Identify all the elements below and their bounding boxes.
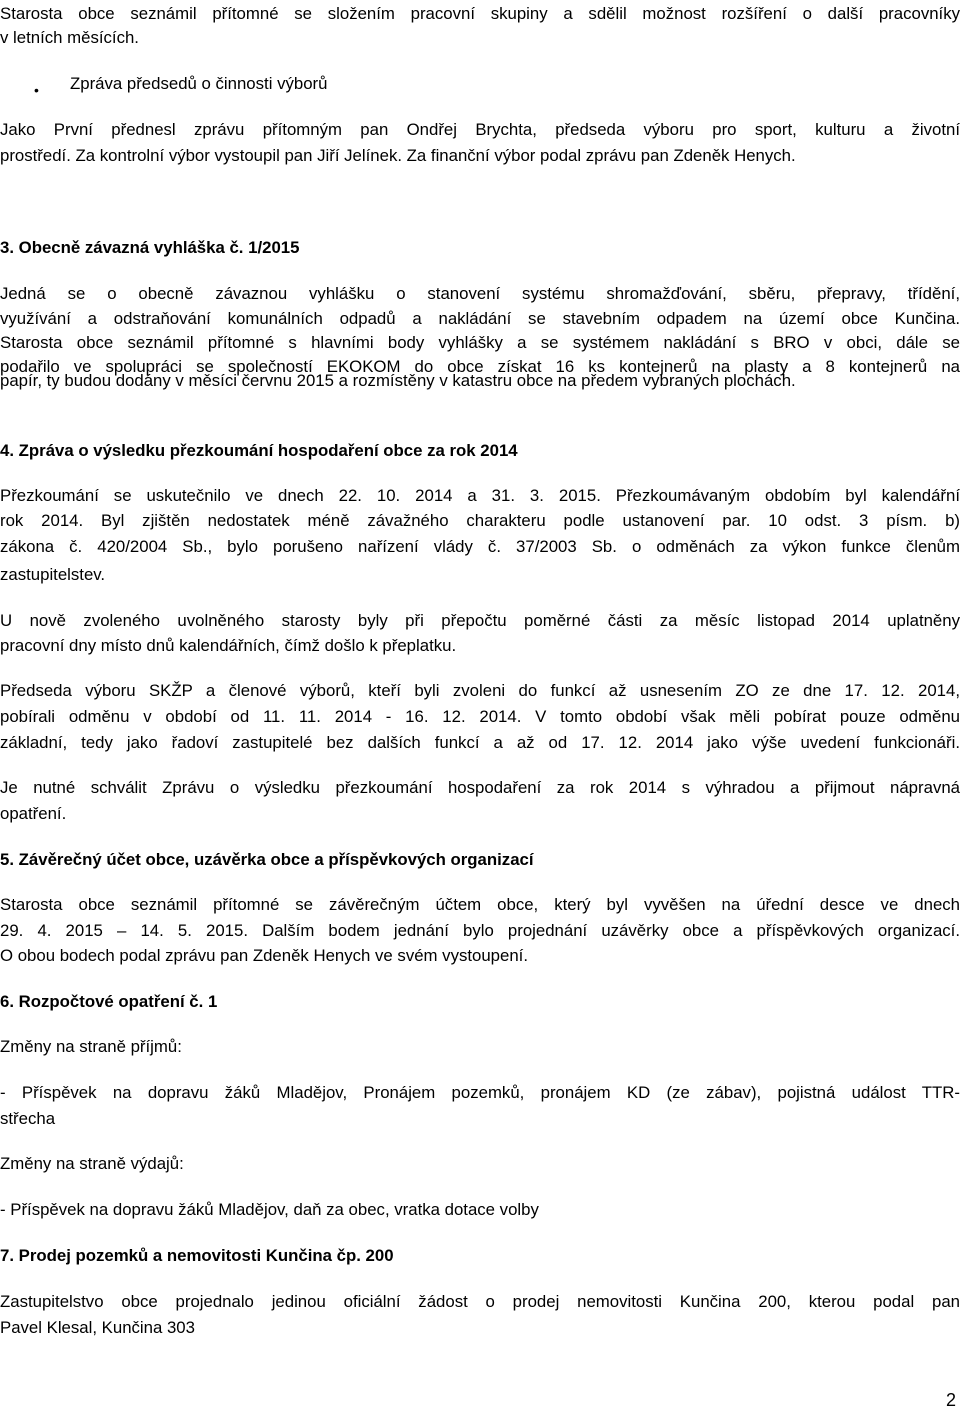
paragraph-line: zákona č. 420/2004 Sb., bylo porušeno nařízení vlády č. 37/2003 Sb. o odměnách za výkon funkce členům — [0, 537, 960, 556]
paragraph-line: základní, tedy jako řadoví zastupitelé bez dalších funkcí a až od 17. 12. 2014 jako výše uvedení funkcionáři. — [0, 733, 960, 752]
paragraph-line: papír, ty budou dodány v měsíci červnu 2015 a rozmístěny v katastru obce na předem vybraných plochách. — [0, 371, 796, 390]
paragraph-line: Zastupitelstvo obce projednalo jedinou oficiální žádost o prodej nemovitosti Kunčina 200, kterou podal pan — [0, 1292, 960, 1311]
paragraph-line: pracovní dny místo dnů kalendářních, čímž došlo k přeplatku. — [0, 636, 457, 655]
paragraph-line: Starosta obce seznámil přítomné se závěrečným účtem obce, který byl vyvěšen na úřední desce ve dnech — [0, 895, 960, 914]
section-heading-7: 7. Prodej pozemků a nemovitosti Kunčina čp. 200 — [0, 1246, 394, 1265]
paragraph-line: podařilo ve spolupráci se společností EKOKOM do obce získat 16 ks kontejnerů na plasty a 8 kontejnerů na — [0, 357, 960, 376]
paragraph-line: Pavel Klesal, Kunčina 303 — [0, 1318, 195, 1337]
paragraph-line: Jedná se o obecně závaznou vyhlášku o stanovení systému shromažďování, sběru, přepravy, třídění, — [0, 284, 960, 303]
paragraph-line: U nově zvoleného uvolněného starosty byly při přepočtu poměrné části za měsíc listopad 2014 uplatněny — [0, 611, 960, 630]
paragraph-line: opatření. — [0, 804, 67, 823]
section-heading-3: 3. Obecně závazná vyhláška č. 1/2015 — [0, 238, 300, 257]
page-number: 2 — [945, 1390, 956, 1410]
bullet-item-text: Zpráva předsedů o činnosti výborů — [70, 74, 328, 93]
paragraph-line: pobírali odměnu v období od 11. 11. 2014 - 16. 12. 2014. V tomto období však měli pobírat pouze odměnu — [0, 707, 960, 726]
paragraph-line: prostředí. Za kontrolní výbor vystoupil pan Jiří Jelínek. Za finanční výbor podal zprávu pan Zdeněk Henych. — [0, 146, 796, 165]
paragraph-line: Přezkoumání se uskutečnilo ve dnech 22. 10. 2014 a 31. 3. 2015. Přezkoumávaným obdobím byl kalendářní — [0, 486, 960, 505]
paragraph-line: 29. 4. 2015 – 14. 5. 2015. Dalším bodem jednání bylo projednání uzávěrky obce a příspěvkových organizací. — [0, 921, 960, 940]
section-heading-5: 5. Závěrečný účet obce, uzávěrka obce a příspěvkových organizací — [0, 850, 534, 869]
paragraph-line: Změny na straně příjmů: — [0, 1037, 182, 1056]
paragraph-line: - Příspěvek na dopravu žáků Mladějov, Pronájem pozemků, pronájem KD (ze zábav), pojistná událost TTR- — [0, 1083, 960, 1102]
paragraph-line: využívání a odstraňování komunálních odpadů a nakládání se stavebním odpadem na území obce Kunčina. — [0, 309, 960, 328]
paragraph-line: Je nutné schválit Zprávu o výsledku přezkoumání hospodaření za rok 2014 s výhradou a přijmout nápravná — [0, 778, 960, 797]
section-heading-6: 6. Rozpočtové opatření č. 1 — [0, 992, 218, 1011]
paragraph-line: v letních měsících. — [0, 28, 139, 47]
paragraph-line: zastupitelstev. — [0, 565, 106, 584]
paragraph-line: Starosta obce seznámil přítomné s hlavními body vyhlášky a se systémem nakládání s BRO v obci, dále se — [0, 333, 960, 352]
bullet-icon: • — [34, 82, 39, 98]
section-heading-4: 4. Zpráva o výsledku přezkoumání hospodaření obce za rok 2014 — [0, 441, 518, 460]
paragraph-line: Starosta obce seznámil přítomné se složením pracovní skupiny a sdělil možnost rozšíření o další pracovníky — [0, 4, 960, 23]
paragraph-line: Jako První přednesl zprávu přítomným pan Ondřej Brychta, předseda výboru pro sport, kulturu a životní — [0, 120, 960, 139]
paragraph-line: rok 2014. Byl zjištěn nedostatek méně závažného charakteru podle ustanovení par. 10 odst. 3 písm. b) — [0, 511, 960, 530]
paragraph-line: Předseda výboru SKŽP a členové výborů, kteří byli zvoleni do funkcí až usnesením ZO ze dne 17. 12. 2014, — [0, 681, 960, 700]
paragraph-line: O obou bodech podal zprávu pan Zdeněk Henych ve svém vystoupení. — [0, 946, 529, 965]
paragraph-line: střecha — [0, 1109, 56, 1128]
paragraph-line: Změny na straně výdajů: — [0, 1154, 184, 1173]
paragraph-line: - Příspěvek na dopravu žáků Mladějov, daň za obec, vratka dotace volby — [0, 1200, 539, 1219]
